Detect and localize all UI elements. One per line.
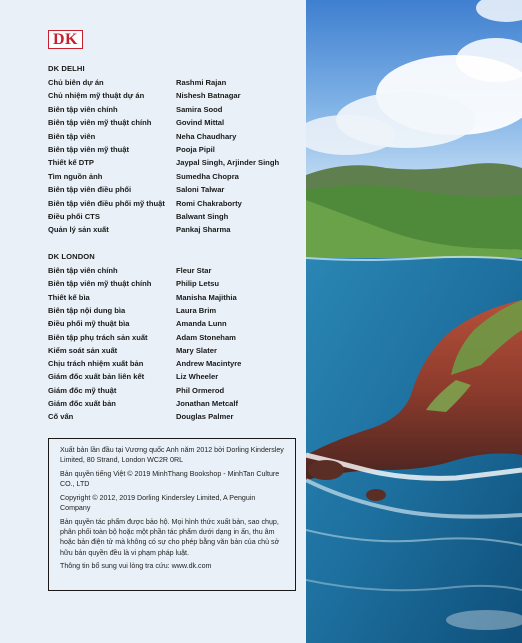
credit-role: Chủ nhiệm mỹ thuật dự án: [48, 91, 145, 101]
dk-logo-text: DK: [53, 31, 78, 48]
credit-role: Giám đốc mỹ thuật: [48, 385, 117, 395]
london-credit-row: [48, 398, 298, 410]
delhi-credit-row: [48, 184, 298, 196]
delhi-credit-row: [48, 131, 298, 143]
delhi-credit-row: [48, 198, 298, 210]
london-credit-row: [48, 305, 298, 317]
credit-name: Pankaj Sharma: [176, 225, 231, 235]
credit-role: Biên tập viên chính: [48, 104, 118, 114]
credit-name: Balwant Singh: [176, 212, 229, 221]
delhi-credit-row: [48, 90, 298, 102]
delhi-credit-row: [48, 171, 298, 183]
credit-name: Saloni Talwar: [176, 185, 225, 195]
credit-role: Thiết kế DTP: [48, 158, 94, 168]
credit-name: Liz Wheeler: [176, 372, 219, 382]
credit-name: Nishesh Batnagar: [176, 91, 241, 101]
credit-name: Samira Sood: [176, 104, 223, 114]
delhi-credit-row: [48, 117, 298, 129]
credit-role: Biên tập nội dung bìa: [48, 305, 126, 315]
credit-role: Điều phối CTS: [48, 212, 100, 221]
credit-name: Rashmi Rajan: [176, 78, 227, 87]
credit-role: Chủ biên dự án: [48, 78, 104, 87]
delhi-credit-row: [48, 77, 298, 89]
delhi-credit-row: [48, 104, 298, 116]
copyright-line-text: Copyright © 2012, 2019 Dorling Kindersley Limited, A Penguin Company: [60, 493, 256, 513]
more-info-text: Thông tin bổ sung vui lòng tra cứu: www.dk.com: [60, 562, 212, 571]
credit-role: Tìm nguồn ảnh: [48, 171, 103, 181]
credit-role: Biên tập viên mỹ thuật chính: [48, 279, 152, 289]
credit-role: Biên tập viên điều phối: [48, 185, 132, 195]
dk-london-heading: DK LONDON: [48, 252, 95, 261]
delhi-credit-row: [48, 157, 298, 169]
credit-role: Điều phối mỹ thuật bìa: [48, 319, 130, 329]
credit-name: Jonathan Metcalf: [176, 399, 239, 408]
credit-name: Neha Chaudhary: [176, 131, 237, 141]
aerial-island-image: [306, 0, 522, 643]
london-credit-row: [48, 278, 298, 290]
credit-name: Pooja Pipil: [176, 145, 215, 154]
first-published-text: Xuất bản lần đầu tại Vương quốc Anh năm 2012 bởi Dorling Kindersley Limited, 80 Strand, London WC2R 0RL: [60, 446, 284, 465]
credit-role: Thiết kế bìa: [48, 292, 90, 302]
credit-name: Govind Mittal: [176, 118, 225, 128]
credit-name: Adam Stoneham: [176, 332, 236, 342]
london-credit-row: [48, 265, 298, 277]
credit-role: Biên tập viên mỹ thuật: [48, 145, 130, 154]
credit-role: Biên tập phụ trách sản xuất: [48, 332, 148, 342]
london-credit-row: [48, 411, 298, 423]
london-credit-row: [48, 332, 298, 344]
london-credit-row: [48, 318, 298, 330]
credit-name: Fleur Star: [176, 266, 212, 275]
credit-role: Giám đốc xuất bản liên kết: [48, 372, 145, 382]
credit-role: Kiểm soát sản xuất: [48, 345, 118, 355]
dk-delhi-heading: DK DELHI: [48, 64, 85, 73]
credit-role: Cố vấn: [48, 412, 74, 422]
delhi-credit-row: [48, 224, 298, 236]
credit-name: Laura Brim: [176, 305, 217, 315]
london-credit-row: [48, 345, 298, 357]
vietnamese-rights-text: Bản quyền tiếng Việt © 2019 MinhThang Bookshop - MinhTan Culture CO., LTD: [60, 469, 280, 489]
credit-name: Sumedha Chopra: [176, 171, 239, 181]
credit-name: Mary Slater: [176, 345, 217, 355]
delhi-credit-row: [48, 211, 298, 223]
credit-role: Biên tập viên mỹ thuật chính: [48, 118, 152, 128]
credit-role: Chịu trách nhiệm xuất bản: [48, 359, 144, 369]
credit-name: Philip Letsu: [176, 279, 220, 289]
credit-name: Phil Ormerod: [176, 385, 225, 395]
credit-name: Jaypal Singh, Arjinder Singh: [176, 158, 280, 168]
london-credit-row: [48, 385, 298, 397]
credit-name: Romi Chakraborty: [176, 198, 242, 208]
credit-role: Giám đốc xuất bản: [48, 399, 116, 408]
credit-name: Andrew Macintyre: [176, 359, 242, 369]
credit-name: Douglas Palmer: [176, 412, 234, 422]
credit-role: Biên tập viên: [48, 131, 96, 141]
credit-role: Biên tập viên điều phối mỹ thuật: [48, 198, 165, 208]
dk-logo: [48, 30, 83, 49]
coastline-photo: [306, 0, 522, 643]
credit-role: Quản lý sản xuất: [48, 225, 109, 235]
london-credit-row: [48, 371, 298, 383]
london-credit-row: [48, 292, 298, 304]
credit-name: Amanda Lunn: [176, 319, 227, 329]
copyright-box: [48, 438, 296, 591]
rights-notice-text: Bản quyền tác phẩm được bảo hộ. Mọi hình thức xuất bản, sao chụp, phân phối toàn bộ hoặc một phần tác phẩm dưới dạng in ấn, thu âm hoặc bản điện tử mà không có sự cho phép bằng văn bản của chủ sở hữu bản quyền đều là vi phạm pháp luật.: [60, 517, 280, 557]
london-credit-row: [48, 358, 298, 370]
credit-role: Biên tập viên chính: [48, 266, 118, 275]
delhi-credit-row: [48, 144, 298, 156]
credit-name: Manisha Majithia: [176, 292, 237, 302]
